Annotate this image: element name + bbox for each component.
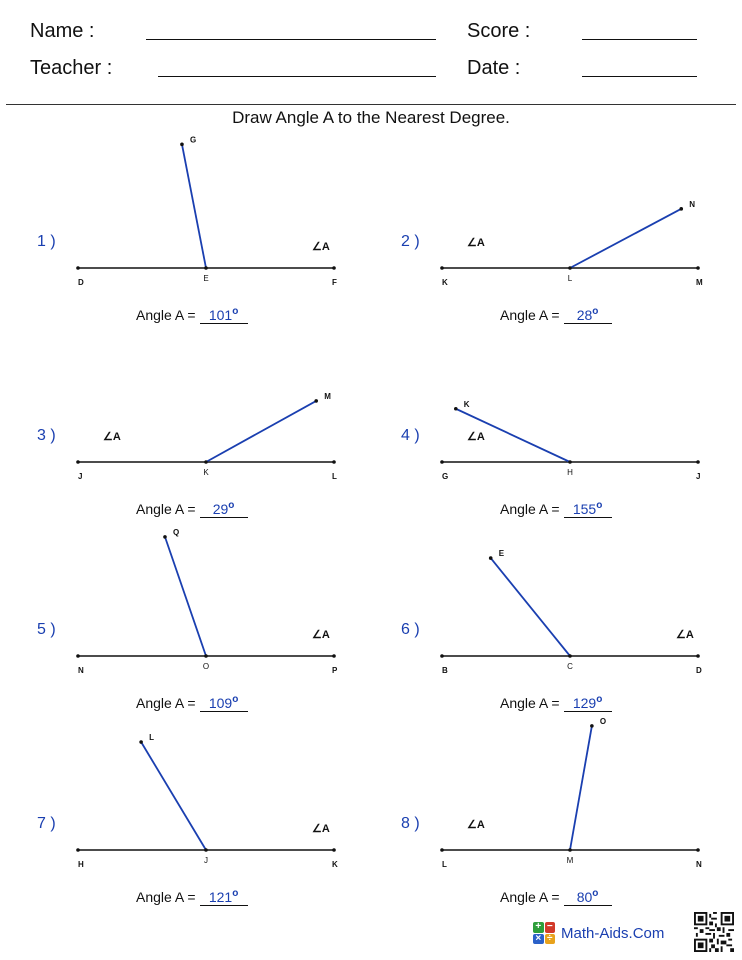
problem-number: 6 ) (401, 621, 420, 638)
point-label-right: M (696, 278, 703, 287)
point-dot (679, 207, 683, 211)
date-label: Date : (467, 57, 521, 79)
point-dot (332, 848, 336, 852)
point-label-right: L (332, 472, 337, 481)
point-label-left: D (78, 278, 84, 287)
point-dot (76, 848, 80, 852)
point-label-vertex: O (202, 662, 210, 671)
answer-row (500, 500, 612, 518)
answer-prefix: Angle A = (500, 307, 560, 323)
point-dot (440, 460, 444, 464)
site-name[interactable]: Math-Aids.Com (561, 924, 665, 942)
point-label-right: D (696, 666, 702, 675)
answer-field[interactable] (200, 888, 248, 906)
point-label-right: P (332, 666, 338, 675)
qr-code-icon (694, 912, 734, 952)
header-divider (6, 104, 736, 105)
point-label-ray: K (463, 399, 470, 409)
point-label-ray: Q (172, 527, 180, 537)
angle-diagram (0, 730, 371, 890)
angle-ray (570, 726, 592, 850)
answer-row (136, 306, 248, 324)
angle-diagram (364, 716, 735, 890)
answer-field[interactable] (564, 888, 612, 906)
angle-problem (0, 527, 371, 730)
point-dot (568, 654, 572, 658)
answer-prefix: Angle A = (136, 501, 196, 517)
worksheet-title: Draw Angle A to the Nearest Degree. (232, 108, 510, 127)
point-label-right: F (332, 278, 337, 287)
point-label-vertex: E (203, 274, 209, 283)
problem-number: 1 ) (37, 233, 56, 250)
answer-field[interactable] (564, 500, 612, 518)
problem-number: 2 ) (401, 233, 420, 250)
answer-value: 101 (208, 307, 233, 323)
point-dot (204, 266, 208, 270)
point-dot (440, 654, 444, 658)
answer-row (500, 306, 612, 324)
angle-ray (570, 209, 681, 268)
point-label-left: G (442, 472, 449, 481)
angle-problem (0, 342, 371, 536)
answer-prefix: Angle A = (136, 695, 196, 711)
point-label-ray: O (599, 716, 607, 726)
point-dot (204, 848, 208, 852)
answer-field[interactable] (200, 694, 248, 712)
point-label-ray: N (689, 199, 696, 209)
angle-diagram (364, 536, 735, 696)
teacher-label: Teacher : (30, 57, 113, 79)
problem-number: 5 ) (37, 621, 56, 638)
angle-problem (0, 135, 371, 342)
point-dot (489, 556, 493, 560)
point-label-vertex: C (567, 662, 573, 671)
point-dot (568, 266, 572, 270)
point-dot (139, 740, 143, 744)
point-label-right: N (696, 860, 702, 869)
point-dot (163, 535, 167, 539)
answer-value: 121 (208, 889, 233, 905)
problem-number: 8 ) (401, 815, 420, 832)
point-dot (696, 266, 700, 270)
degree-symbol: o (592, 888, 599, 899)
point-dot (76, 460, 80, 464)
teacher-field[interactable] (158, 76, 436, 77)
point-dot (314, 399, 318, 403)
angle-a-label: ∠A (103, 431, 121, 443)
point-label-ray: G (189, 135, 197, 145)
angle-ray (206, 401, 316, 462)
date-field[interactable] (582, 76, 697, 77)
problem-number: 3 ) (37, 427, 56, 444)
point-dot (76, 266, 80, 270)
angle-problem (364, 716, 735, 924)
degree-symbol: o (232, 694, 239, 705)
answer-value: 29 (212, 501, 229, 517)
point-dot (332, 654, 336, 658)
answer-value: 155 (572, 501, 597, 517)
angle-problem (0, 730, 371, 924)
point-dot (696, 654, 700, 658)
angle-a-label: ∠A (312, 823, 330, 835)
angle-diagram (364, 342, 735, 502)
angle-diagram (0, 527, 371, 696)
answer-field[interactable] (200, 306, 248, 324)
score-field[interactable] (582, 39, 697, 40)
score-label: Score : (467, 20, 531, 42)
point-label-left: K (442, 278, 448, 287)
angle-ray (141, 742, 206, 850)
point-dot (696, 848, 700, 852)
point-dot (204, 460, 208, 464)
angle-problem (364, 342, 735, 536)
point-dot (454, 407, 458, 411)
point-label-vertex: H (567, 468, 573, 477)
degree-symbol: o (592, 306, 599, 317)
answer-row (500, 888, 612, 906)
point-dot (440, 266, 444, 270)
angle-a-label: ∠A (676, 629, 694, 641)
degree-symbol: o (596, 694, 603, 705)
point-label-ray: M (324, 391, 331, 401)
answer-value: 109 (208, 695, 233, 711)
angle-diagram (364, 148, 735, 308)
point-label-right: K (332, 860, 338, 869)
angle-a-label: ∠A (467, 819, 485, 831)
answer-row (136, 500, 248, 518)
point-label-left: L (442, 860, 447, 869)
degree-symbol: o (232, 888, 239, 899)
math-aids-logo-icon: + − × ÷ (533, 922, 555, 944)
angle-ray (491, 558, 570, 656)
angle-ray (165, 537, 206, 656)
angle-problem (364, 148, 735, 342)
answer-field[interactable] (564, 694, 612, 712)
angle-a-label: ∠A (467, 237, 485, 249)
degree-symbol: o (228, 500, 235, 511)
name-label: Name : (30, 20, 95, 42)
answer-value: 80 (576, 889, 593, 905)
name-field[interactable] (146, 39, 436, 40)
answer-value: 28 (576, 307, 593, 323)
point-label-vertex: J (204, 856, 208, 865)
answer-value: 129 (572, 695, 597, 711)
point-label-vertex: L (567, 274, 573, 283)
degree-symbol: o (232, 306, 239, 317)
point-dot (568, 460, 572, 464)
point-label-left: H (78, 860, 84, 869)
angle-diagram (0, 135, 371, 308)
answer-prefix: Angle A = (136, 307, 196, 323)
point-label-vertex: K (203, 468, 209, 477)
answer-prefix: Angle A = (500, 889, 560, 905)
problem-number: 7 ) (37, 815, 56, 832)
angle-diagram (0, 342, 371, 502)
point-label-vertex: M (566, 856, 574, 865)
angle-problem (364, 536, 735, 730)
point-dot (204, 654, 208, 658)
angle-a-label: ∠A (312, 629, 330, 641)
point-dot (76, 654, 80, 658)
answer-prefix: Angle A = (136, 889, 196, 905)
point-dot (696, 460, 700, 464)
angle-ray (182, 144, 206, 268)
point-dot (568, 848, 572, 852)
answer-prefix: Angle A = (500, 695, 560, 711)
answer-row (500, 694, 612, 712)
point-label-right: J (696, 472, 701, 481)
point-label-ray: E (498, 549, 505, 559)
angle-a-label: ∠A (467, 431, 485, 443)
angle-a-label: ∠A (312, 241, 330, 253)
point-dot (440, 848, 444, 852)
point-label-left: B (442, 666, 448, 675)
point-label-left: J (78, 472, 83, 481)
point-label-left: N (78, 666, 84, 675)
answer-prefix: Angle A = (500, 501, 560, 517)
degree-symbol: o (596, 500, 603, 511)
problem-number: 4 ) (401, 427, 420, 444)
answer-field[interactable] (564, 306, 612, 324)
answer-row (136, 888, 248, 906)
point-dot (332, 460, 336, 464)
point-label-ray: L (149, 732, 154, 742)
footer-brand (533, 922, 664, 944)
point-dot (180, 143, 184, 147)
point-dot (332, 266, 336, 270)
answer-field[interactable] (200, 500, 248, 518)
point-dot (590, 724, 594, 728)
answer-row (136, 694, 248, 712)
